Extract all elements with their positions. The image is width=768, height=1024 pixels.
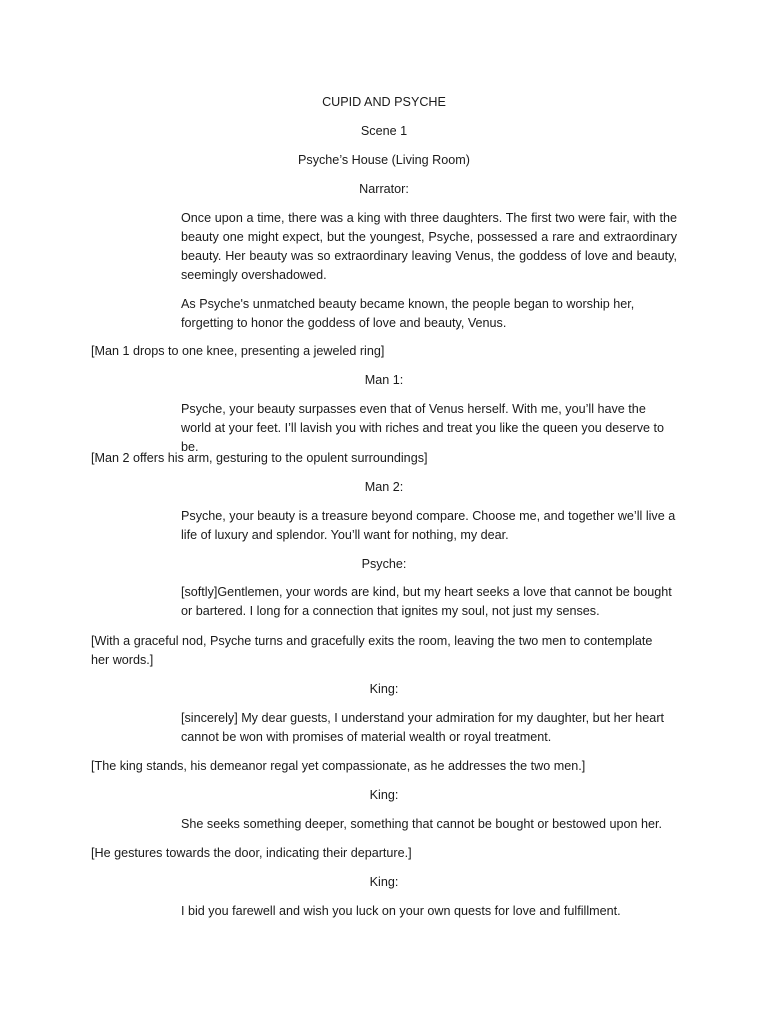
speaker-man-1: Man 1: [364, 373, 404, 387]
dialogue-king-3: I bid you farewell and wish you luck on your own quests for love and fulfillment. [181, 904, 621, 918]
stage-direction-3: [With a graceful nod, Psyche turns and gracefully exits the room, leaving the two men to contemplate her words.] [91, 634, 653, 667]
dialogue-man-2: Psyche, your beauty is a treasure beyond compare. Choose me, and together we’ll live a life of luxury and splendor. You’ll want for nothing, my dear. [181, 509, 676, 542]
document-title: CUPID AND PSYCHE [322, 95, 446, 109]
stage-direction-4: [The king stands, his demeanor regal yet compassionate, as he addresses the two men.] [91, 759, 586, 773]
dialogue-king-1: [sincerely] My dear guests, I understand your admiration for my daughter, but her heart cannot be won with promises of material wealth or royal treatment. [181, 711, 665, 744]
narration-paragraph-2: As Psyche's unmatched beauty became known, the people began to worship her, forgetting to honor the goddess of love and beauty, Venus. [181, 297, 635, 330]
speaker-narrator: Narrator: [359, 182, 409, 196]
scene-heading: Scene 1 [360, 124, 408, 138]
speaker-king-2: King: [369, 788, 399, 802]
narration-paragraph-1: Once upon a time, there was a king with three daughters. The first two were fair, with the beauty one might expect, but the youngest, Psyche, possessed a rare and extraordinary beauty. Her beauty was so extraordinary leaving Venus, the goddess of love and beauty, seemingly overshadowed. [181, 211, 677, 282]
speaker-man-2: Man 2: [364, 480, 404, 494]
speaker-king-3: King: [369, 875, 399, 889]
stage-direction-1: [Man 1 drops to one knee, presenting a jeweled ring] [91, 344, 385, 358]
dialogue-psyche: [softly]Gentlemen, your words are kind, but my heart seeks a love that cannot be bought or bartered. I long for a connection that ignites my soul, not just my senses. [181, 585, 672, 618]
stage-direction-2: [Man 2 offers his arm, gesturing to the opulent surroundings] [91, 451, 428, 465]
stage-direction-5: [He gestures towards the door, indicating their departure.] [91, 846, 412, 860]
dialogue-king-2: She seeks something deeper, something that cannot be bought or bestowed upon her. [181, 817, 662, 831]
speaker-psyche: Psyche: [361, 557, 407, 571]
speaker-king-1: King: [369, 682, 399, 696]
dialogue-man-1: Psyche, your beauty surpasses even that of Venus herself. With me, you’ll have the world at your feet. I’ll lavish you with riches and treat you like the queen you deserve to be. [181, 402, 665, 454]
setting-heading: Psyche’s House (Living Room) [298, 153, 470, 167]
